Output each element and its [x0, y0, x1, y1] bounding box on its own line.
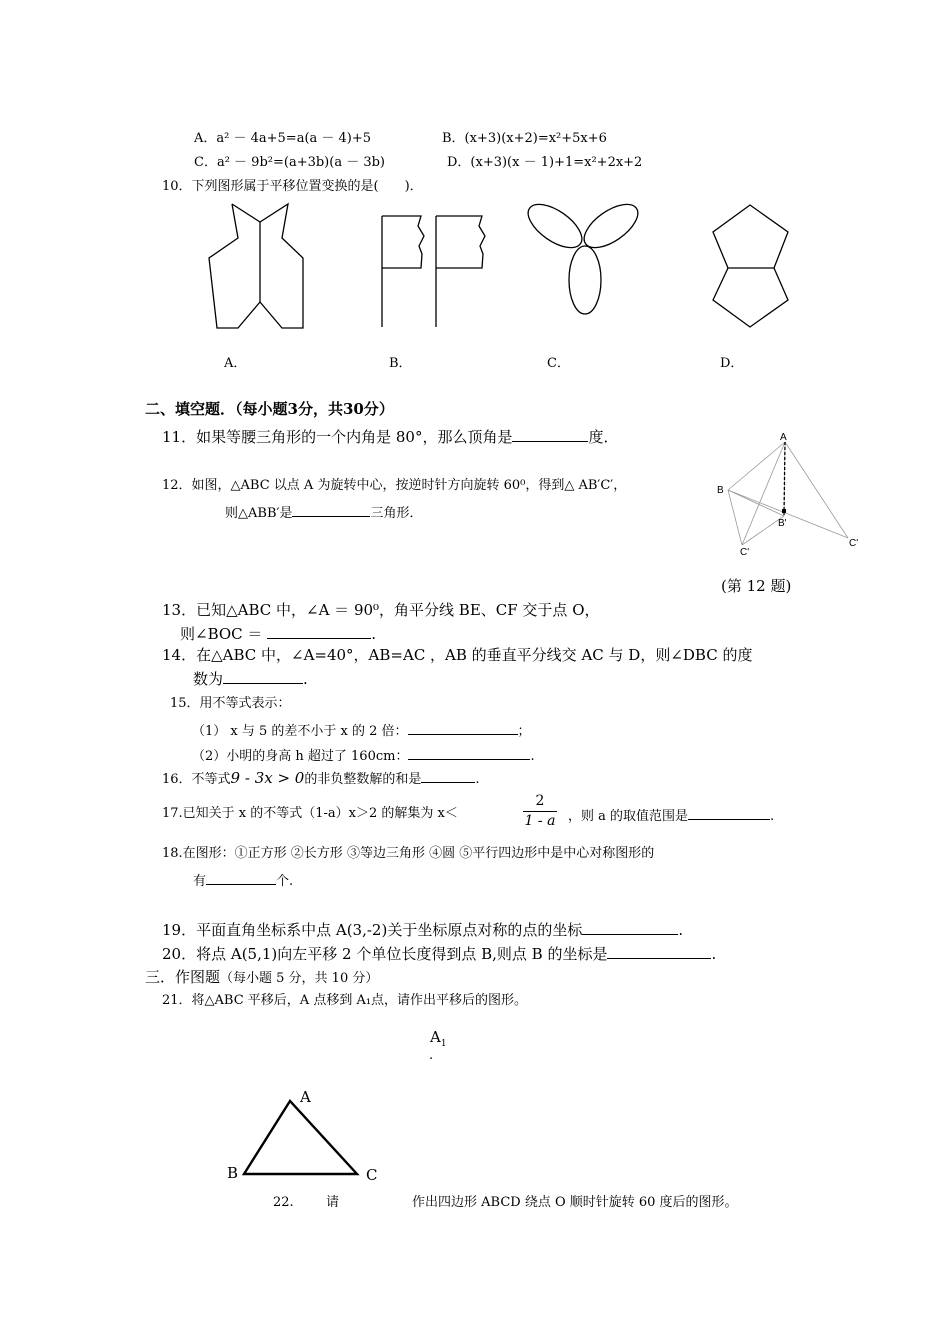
q21-point-a1: .	[429, 1048, 434, 1063]
q12-figure	[712, 430, 872, 560]
q17-fraction	[521, 793, 559, 830]
q15-item1: （1） x 与 5 的差不小于 x 的 2 倍： ；	[192, 720, 531, 741]
q18-answer-blank	[206, 870, 276, 885]
q14-answer-blank	[223, 669, 303, 684]
q12-line2: 则△ABB′是 三角形．	[225, 502, 422, 523]
q13-line1: 13．已知△ABC 中，∠A ＝ 90⁰，角平分线 BE、CF 交于点 O，	[162, 601, 600, 619]
q10-label-b: B．	[389, 356, 412, 371]
q9-option-d: D．(x+3)(x － 1)+1=x²+2x+2	[447, 155, 643, 170]
q21-label-c: C	[366, 1166, 378, 1184]
q12-line1: 12．如图，△ABC 以点 A 为旋转中心，按逆时针方向旋转 60⁰，得到△ AB′C′，	[162, 478, 627, 493]
q22-text: 作出四边形 ABCD 绕点 O 顺时针旋转 60 度后的图形。	[412, 1195, 738, 1210]
q13-line2: 则∠BOC ＝ .	[180, 625, 376, 643]
q17-numerator: 2	[535, 793, 545, 809]
q18-line1: 18.在图形：①正方形 ②长方形 ③等边三角形 ④圆 ⑤平行四边形中是中心对称图形的	[162, 846, 655, 861]
q15-title: 15．用不等式表示：	[170, 696, 291, 711]
q10-figure-c	[525, 206, 645, 318]
q12-fig-label-cp: C'	[740, 547, 750, 558]
q16-expression: 9 - 3x > 0	[230, 769, 305, 787]
q9-option-c: C．a² － 9b²=(a+3b)(a － 3b)	[194, 155, 386, 170]
q22-word: 请	[326, 1195, 340, 1210]
q21-label-a1: $A_1$	[430, 1028, 447, 1049]
q10-figure-a	[205, 198, 315, 333]
q20-answer-blank	[607, 944, 711, 959]
q12-fig-label-a: A	[780, 432, 787, 443]
q10-text: 10．下列图形属于平移位置变换的是( )．	[162, 179, 423, 194]
q16-answer-blank	[421, 768, 475, 783]
section-3-title: 三．作图题（每小题 5 分，共 10 分）	[145, 968, 379, 986]
q15-item2: （2）小明的身高 h 超过了 160cm： .	[192, 745, 535, 766]
q17-denominator: 1 - a	[524, 813, 556, 829]
q21-text: 21．将△ABC 平移后，A 点移到 A₁点，请作出平移后的图形。	[162, 993, 528, 1008]
q12-fig-label-b: B	[717, 485, 724, 496]
q10-label-a: A．	[224, 356, 247, 371]
q14-line1: 14．在△ABC 中，∠A=40°，AB=AC ，AB 的垂直平分线交 AC 与 D，则∠DBC 的度	[162, 646, 753, 664]
q21-label-a: A	[300, 1088, 311, 1106]
q16-text: 16．不等式9 - 3x > 0的非负整数解的和是 .	[162, 769, 480, 787]
q15-item2-blank	[408, 745, 530, 760]
q9-option-b: B．(x+3)(x+2)=x²+5x+6	[442, 131, 607, 146]
q19-text: 19．平面直角坐标系中点 A(3,-2)关于坐标原点对称的点的坐标 .	[162, 921, 684, 939]
q17-answer-blank	[688, 805, 770, 820]
q17-pre: 17.已知关于 x 的不等式（1-a）x＞2 的解集为 x＜	[162, 806, 458, 821]
q10-label-c: C．	[547, 356, 570, 371]
q13-answer-blank	[267, 624, 371, 639]
q12-caption: (第 12 题)	[721, 577, 792, 595]
q11-text: 11．如果等腰三角形的一个内角是 80°，那么顶角是 度．	[162, 428, 619, 446]
q10-figure-d	[708, 202, 798, 332]
q10-label-d: D．	[720, 356, 744, 371]
section-2-title: 二、填空题．（每小题3分，共30分）	[145, 400, 394, 418]
q12-answer-blank	[292, 502, 370, 517]
q10-figure-b	[378, 212, 498, 332]
q12-fig-label-cpp: C'	[849, 538, 859, 549]
q17-post: ，则 a 的取值范围是 .	[568, 805, 774, 826]
q9-option-a: A．a² － 4a+5=a(a － 4)+5	[194, 131, 372, 146]
q11-answer-blank	[512, 427, 588, 442]
q22-number: 22.	[273, 1195, 294, 1210]
q12-fig-label-bp: B'	[778, 518, 787, 529]
q20-text: 20．将点 A(5,1)向左平移 2 个单位长度得到点 B,则点 B 的坐标是 .	[162, 945, 717, 963]
q19-answer-blank	[582, 920, 678, 935]
q21-triangle	[240, 1095, 365, 1180]
q14-line2: 数为 .	[193, 670, 308, 688]
q15-item1-blank	[408, 720, 518, 735]
q21-label-b: B	[227, 1164, 239, 1182]
q18-line2: 有 个.	[193, 870, 293, 891]
